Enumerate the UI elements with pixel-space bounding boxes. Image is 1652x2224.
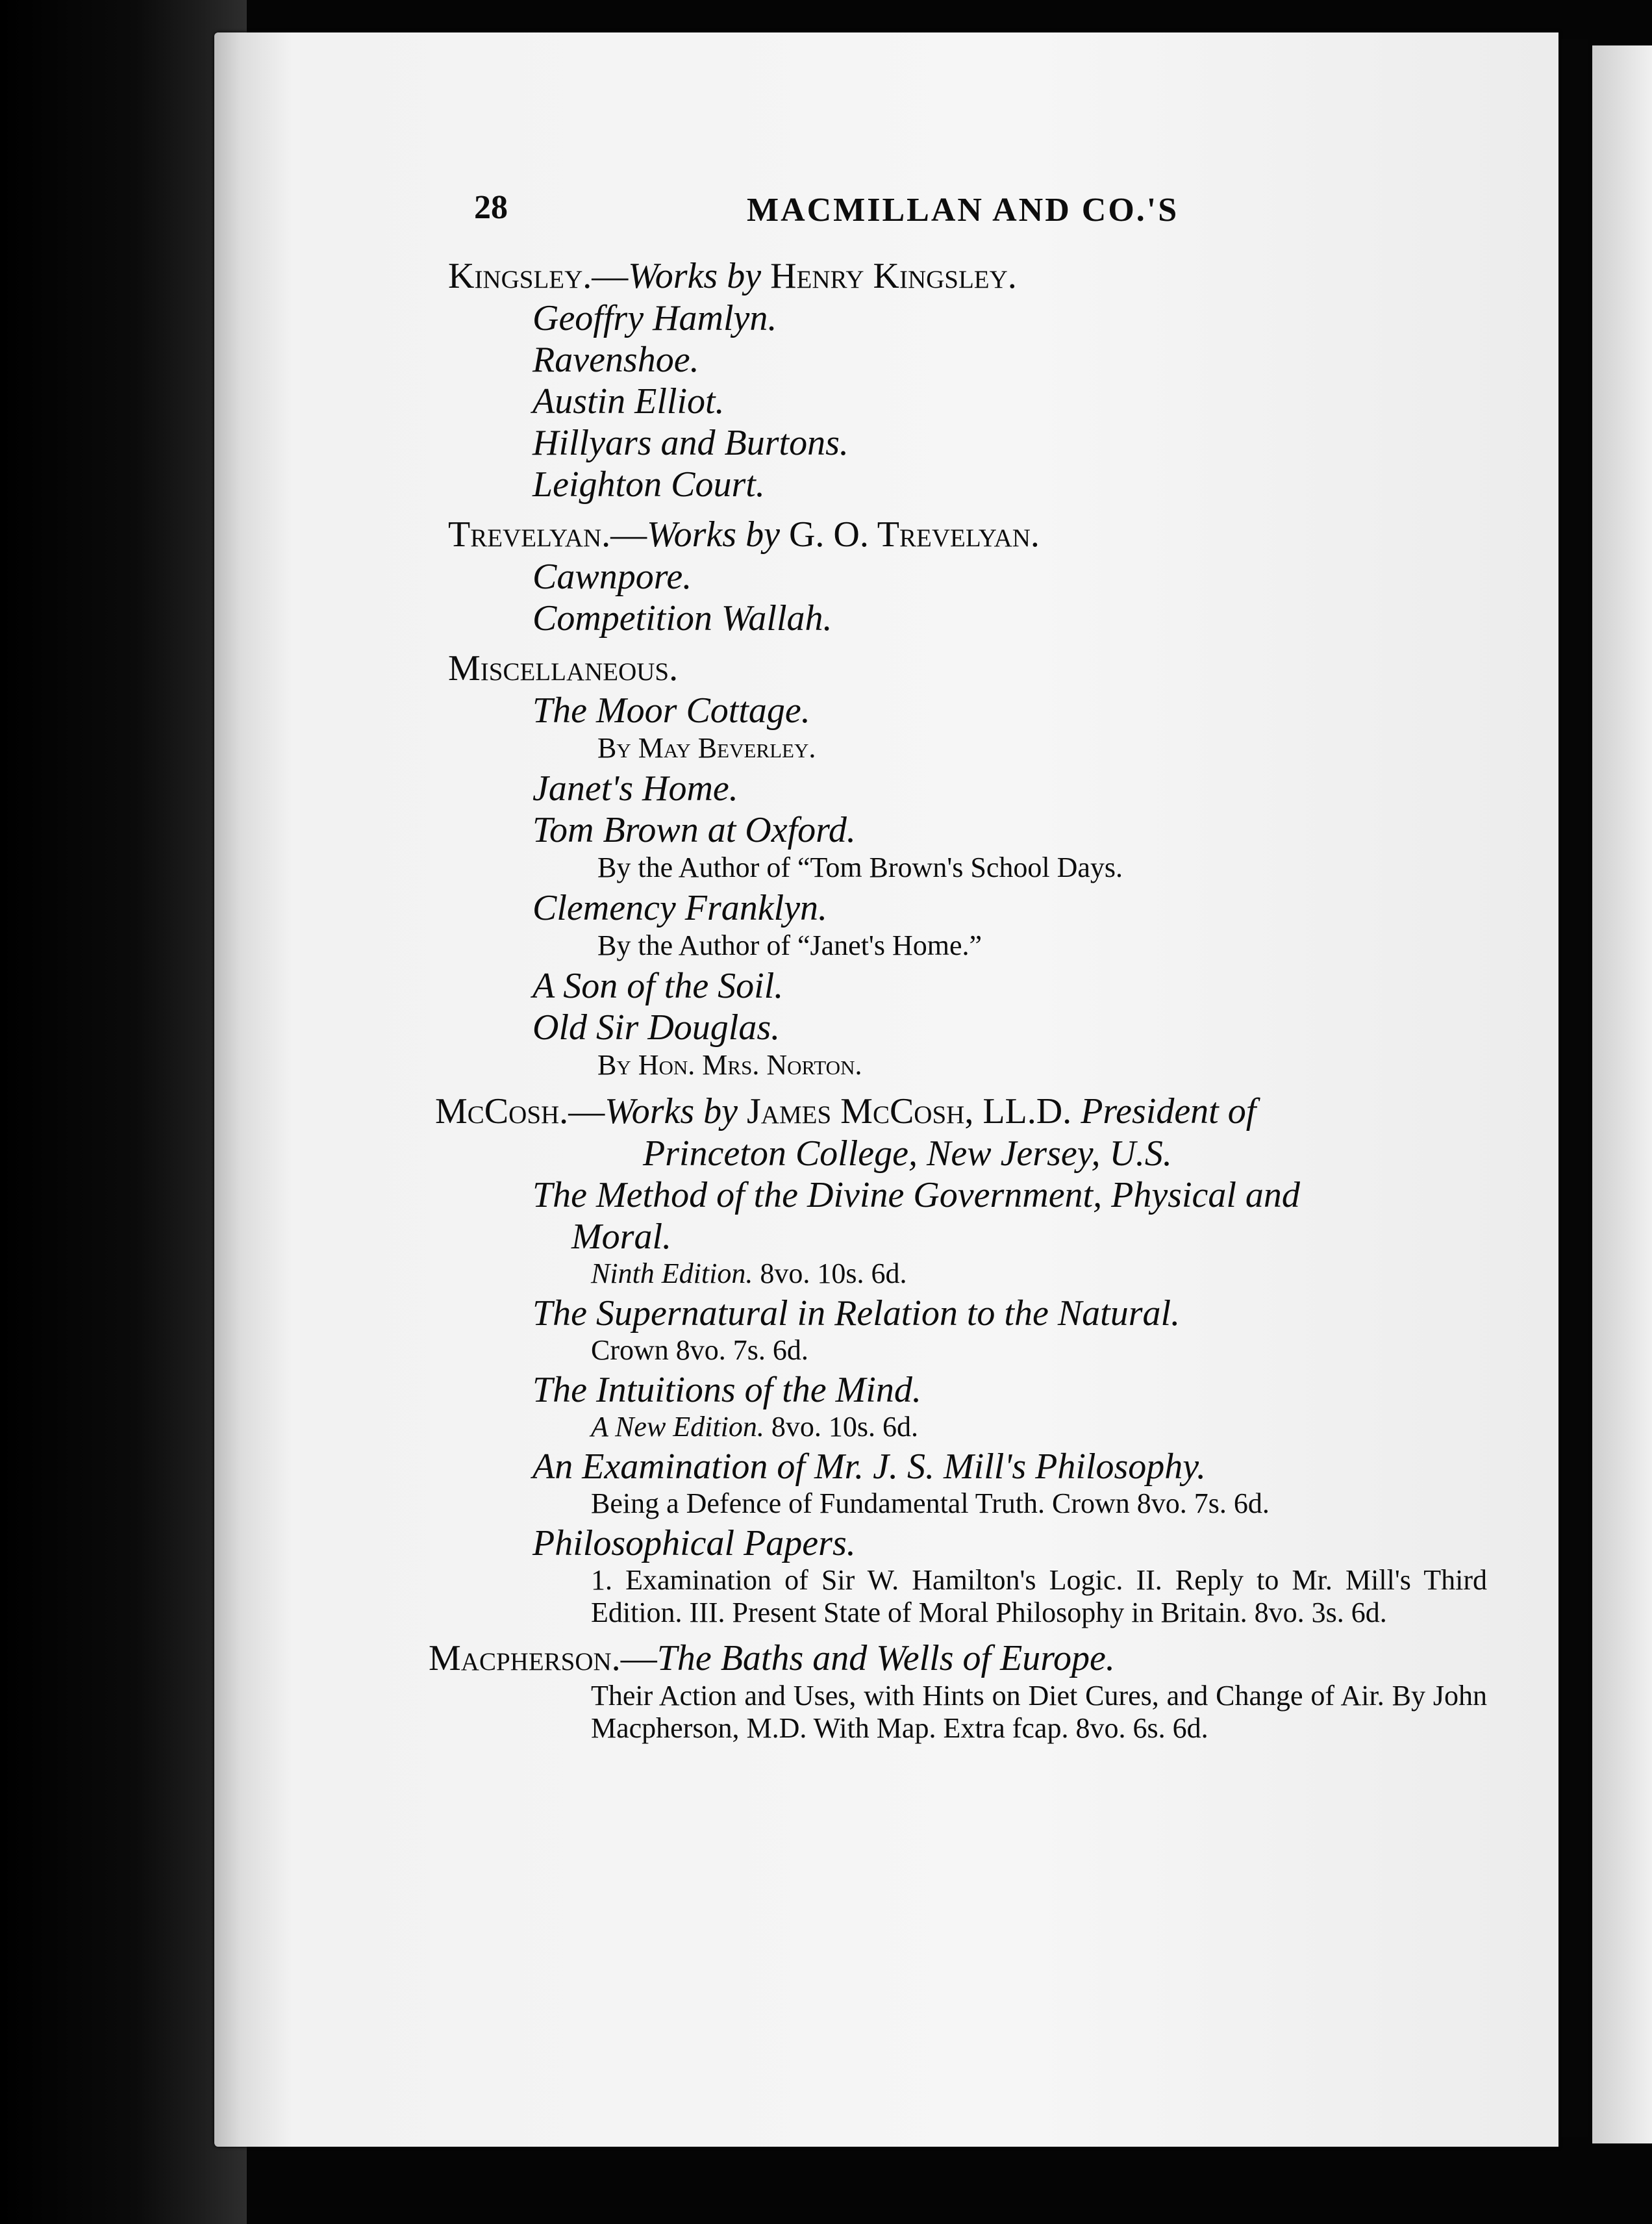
book-title: Cawnpore. xyxy=(532,557,692,597)
page-content xyxy=(429,175,1487,1747)
entry-author: James McCosh, LL.D. xyxy=(747,1091,1072,1131)
book-note: By Hon. Mrs. Norton. xyxy=(597,1049,862,1081)
entry-author: Henry Kingsley. xyxy=(770,256,1017,296)
entry-author: G. O. Trevelyan. xyxy=(788,514,1040,555)
book-detail: 1. Examination of Sir W. Hamilton's Logic. II. Reply to Mr. Mill's Third Edition. III. Present State of Moral Philosophy in Britain. 8vo. 3s. 6d. xyxy=(591,1564,1487,1628)
book-note: By the Author of “Tom Brown's School Days. xyxy=(597,852,1123,883)
book-spine xyxy=(0,0,247,2224)
book-detail xyxy=(448,1411,1487,1443)
author-role-continued: Princeton College, New Jersey, U.S. xyxy=(643,1133,1172,1174)
book-title: Ravenshoe. xyxy=(532,340,699,380)
price: 8vo. 10s. 6d. xyxy=(771,1411,918,1443)
running-head: MACMILLAN AND CO.'S xyxy=(747,192,1179,229)
book-title: Clemency Franklyn. xyxy=(532,888,828,928)
book-detail: Their Action and Uses, with Hints on Diet Cures, and Change of Air. By John Macpherson, M.D. With Map. Extra fcap. 8vo. 6s. 6d. xyxy=(591,1680,1487,1744)
entry-dash: — xyxy=(592,256,629,296)
entry-dash: — xyxy=(610,514,647,555)
entry-miscellaneous xyxy=(448,647,1487,690)
page-gutter xyxy=(1562,39,1588,2137)
book-title: The Method of the Divine Government, Physical and xyxy=(532,1175,1300,1215)
page-header xyxy=(448,175,1487,247)
book-title: Janet's Home. xyxy=(532,768,738,809)
book-note: By the Author of “Janet's Home.” xyxy=(597,929,982,961)
edition: Ninth Edition. xyxy=(591,1257,753,1289)
book-title: Hillyars and Burtons. xyxy=(532,423,849,463)
author-role: President of xyxy=(1081,1091,1257,1131)
entry-heading: Trevelyan. xyxy=(448,514,611,555)
book-detail: Being a Defence of Fundamental Truth. Crown 8vo. 7s. 6d. xyxy=(591,1487,1270,1519)
book-title: A Son of the Soil. xyxy=(532,966,784,1006)
entry-heading: Kingsley. xyxy=(448,256,592,296)
book-title: Competition Wallah. xyxy=(532,598,832,638)
book-title: The Supernatural in Relation to the Natural. xyxy=(532,1293,1181,1333)
entry-dash: — xyxy=(568,1091,605,1131)
price: 8vo. 10s. 6d. xyxy=(760,1257,907,1289)
book-title: An Examination of Mr. J. S. Mill's Philosophy. xyxy=(532,1447,1207,1487)
book-title: Leighton Court. xyxy=(532,464,765,505)
entry-heading: McCosh. xyxy=(435,1091,569,1131)
entry-kingsley xyxy=(448,255,1487,297)
book-title: Tom Brown at Oxford. xyxy=(532,810,856,850)
book-detail: Crown 8vo. 7s. 6d. xyxy=(591,1334,808,1366)
book-title: Geoffry Hamlyn. xyxy=(532,298,777,338)
book-title-continued: Moral. xyxy=(571,1217,671,1257)
book-note: By May Beverley. xyxy=(597,732,816,764)
book-title: The Baths and Wells of Europe. xyxy=(657,1638,1115,1678)
next-page-edge xyxy=(1592,45,1652,2143)
entry-trevelyan xyxy=(448,513,1487,556)
edition: A New Edition. xyxy=(591,1411,764,1443)
book-detail xyxy=(448,1257,1487,1290)
entry-heading: Miscellaneous. xyxy=(448,648,679,689)
works-by: Works by xyxy=(605,1091,738,1131)
entry-macpherson xyxy=(429,1637,1487,1680)
book-title: Austin Elliot. xyxy=(532,381,725,422)
book-title: Philosophical Papers. xyxy=(532,1523,856,1563)
book-title: The Intuitions of the Mind. xyxy=(532,1370,921,1410)
entry-mccosh xyxy=(435,1090,1487,1133)
entry-dash: — xyxy=(620,1638,657,1678)
book-title: Old Sir Douglas. xyxy=(532,1007,781,1048)
page-number: 28 xyxy=(474,189,508,226)
book-title: The Moor Cottage. xyxy=(532,690,810,731)
works-by: Works by xyxy=(628,256,762,296)
works-by: Works by xyxy=(647,514,780,555)
entry-heading: Macpherson. xyxy=(429,1638,621,1678)
